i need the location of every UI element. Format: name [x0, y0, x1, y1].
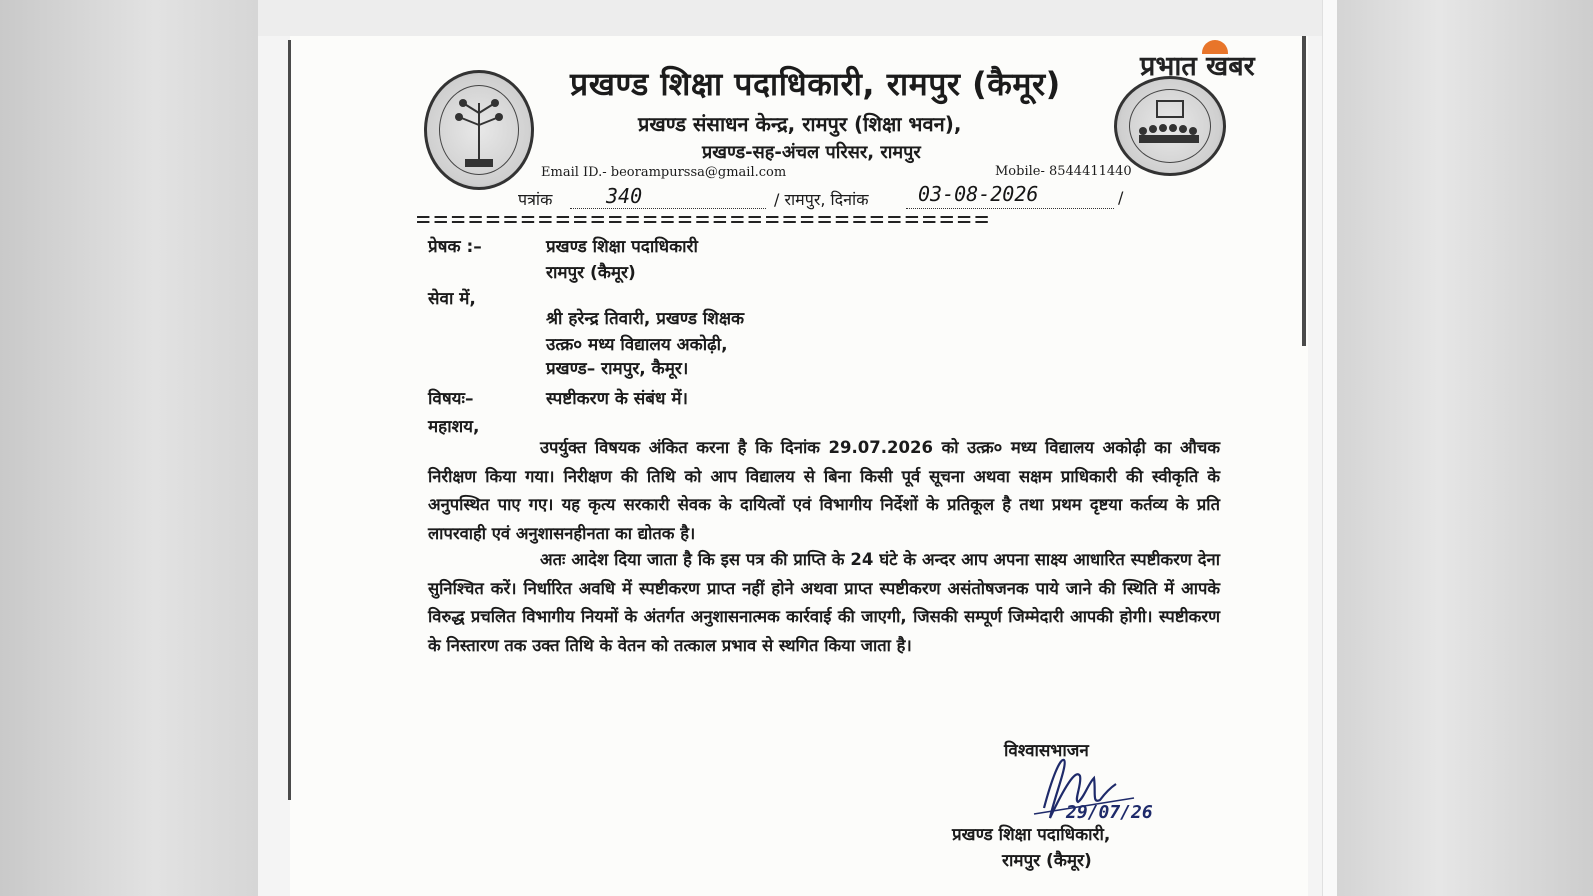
sender-label: प्रेषक :–: [428, 237, 482, 257]
recipient-line-1: श्री हरेन्द्र तिवारी, प्रखण्ड शिक्षक: [546, 309, 745, 329]
place-date-label: / रामपुर, दिनांक: [774, 190, 869, 209]
frame-top-bar: [258, 0, 1336, 36]
seal-emblem-icon: [427, 73, 531, 187]
block-seal-icon: [424, 70, 534, 190]
paper-right-edge: [1302, 36, 1306, 346]
recipient-label: सेवा में,: [428, 289, 476, 309]
date-end-slash: /: [1118, 188, 1124, 207]
mobile-number: Mobile- 8544411440: [995, 164, 1132, 179]
date-value: 03-08-2026: [918, 182, 1039, 206]
prabhat-khabar-logo: [1140, 40, 1288, 82]
blurred-background-right: [1336, 0, 1593, 896]
body-paragraph-2: अतः आदेश दिया जाता है कि इस पत्र की प्राप्ति के 24 घंटे के अन्दर आप अपना साक्ष्य आधारित स्पष्टीकरण देना सुनिश्चित करें। निर्धारित अवधि में स्पष्टीकरण प्राप्त नहीं होने अथवा प्राप्त स्पष्टीकरण असंतोषजनक पाये जाने की स्थिति में आपके विरुद्ध प्रचलित विभागीय नियमों के अंतर्गत अनुशासनात्मक कार्रवाई की जाएगी, जिसकी सम्पूर्ण जिम्मेदारी आपकी होगी। स्पष्टीकरण के निस्तारण तक उक्त तिथि के वेतन को तत्काल प्रभाव से स्थगित किया जाता है।: [428, 550, 1220, 655]
office-title: प्रखण्ड शिक्षा पदाधिकारी, रामपुर (कैमूर): [570, 65, 1061, 103]
seal-children-icon: [1117, 79, 1223, 173]
closing-yours: विश्वासभाजन: [1004, 741, 1089, 761]
office-subtitle-1: प्रखण्ड संसाधन केन्द्र, रामपुर (शिक्षा भवन),: [638, 112, 962, 136]
salutation: महाशय,: [428, 417, 480, 437]
email-id: Email ID.- beorampurssa@gmail.com: [541, 165, 787, 180]
recipient-line-2: उत्क्र० मध्य विद्यालय अकोढ़ी,: [546, 335, 728, 355]
brand-name: प्रभात खबर: [1140, 51, 1255, 82]
paper-left-edge: [288, 40, 291, 800]
blurred-background-left: [0, 0, 258, 896]
subject-text: स्पष्टीकरण के संबंध में।: [546, 389, 688, 409]
frame-edge: [1322, 0, 1337, 896]
education-project-seal-icon: [1114, 76, 1226, 176]
sender-line-1: प्रखण्ड शिक्षा पदाधिकारी: [546, 237, 698, 257]
patrank-value: 340: [606, 184, 643, 208]
subject-label: विषयः–: [428, 389, 474, 409]
body-paragraph-1: उपर्युक्त विषयक अंकित करना है कि दिनांक 29.07.2026 को उत्क्र० मध्य विद्यालय अकोढ़ी का औचक निरीक्षण किया गया। निरीक्षण की तिथि को आप विद्यालय से बिना किसी पूर्व सूचना अथवा सक्षम प्राधिकारी की स्वीकृति के अनुपस्थित पाए गए। यह कृत्य सरकारी सेवक के दायित्वों एवं विभागीय निर्देशों के प्रतिकूल है तथा प्रथम दृष्टया कर्तव्य के प्रति लापरवाही एवं अनुशासनहीनता का द्योतक है।: [428, 438, 1220, 543]
separator-line: =================================: [416, 205, 992, 233]
signatory-designation: प्रखण्ड शिक्षा पदाधिकारी,: [952, 825, 1111, 845]
patrank-label: पत्रांक: [518, 190, 553, 209]
office-subtitle-2: प्रखण्ड-सह-अंचल परिसर, रामपुर: [702, 142, 921, 163]
sender-line-2: रामपुर (कैमूर): [546, 263, 636, 283]
recipient-line-3: प्रखण्ड– रामपुर, कैमूर।: [546, 359, 689, 379]
signature-date: 29/07/26: [1066, 802, 1153, 823]
signatory-place: रामपुर (कैमूर): [1002, 851, 1092, 871]
